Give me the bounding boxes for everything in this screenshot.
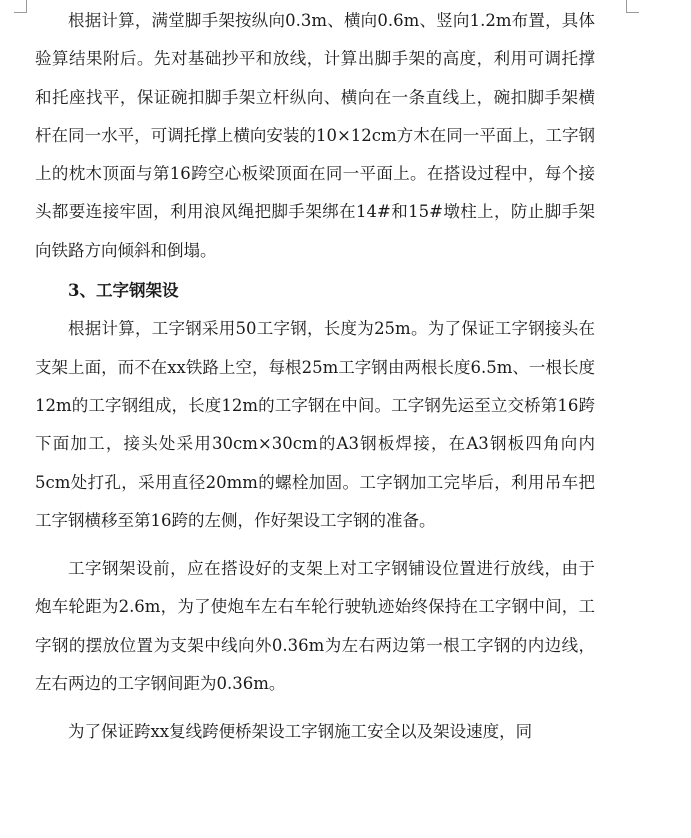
paragraph-safety: 为了保证跨xx复线跨便桥架设工字钢施工安全以及架设速度，同: [68, 722, 533, 742]
page-corner-mark-left: [14, 0, 27, 13]
document-body: [35, 0, 595, 752]
paragraph-i-beam-spec: 根据计算，工字钢采用50工字钢，长度为25m。为了保证工字钢接头在支架上面，而不在xx铁路上空，每根25m工字钢由两根长度6.5m、一根长度12m的工字钢组成，长度12m的工字钢在中间。工字钢先运至立交桥第16跨下面加工，接头处采用30cm×30cm的A3钢板焊接，在A3钢板四角向内5cm处打孔，采用直径20mm的螺栓加固。工字钢加工完毕后，利用吊车把工字钢横移至第16跨的左侧，作好架设工字钢的准备。: [35, 319, 595, 530]
paragraph-i-beam-layout: 工字钢架设前，应在搭设好的支架上对工字钢铺设位置进行放线，由于炮车轮距为2.6m，为了使炮车左右车轮行驶轨迹始终保持在工字钢中间，工字钢的摆放位置为支架中线向外0.36m为左右两边第一根工字钢的内边线，左右两边的工字钢间距为0.36m。: [35, 559, 595, 694]
section-heading: 3、工字钢架设: [68, 281, 179, 301]
paragraph-scaffold-layout: 根据计算，满堂脚手架按纵向0.3m、横向0.6m、竖向1.2m布置，具体验算结果附后。先对基础抄平和放线，计算出脚手架的高度，利用可调托撑和托座找平，保证碗扣脚手架立杆纵向、横向在一条直线上，碗扣脚手架横杆在同一水平，可调托撑上横向安装的10×12cm方木在同一平面上，工字钢上的枕木顶面与第16跨空心板梁顶面在同一平面上。在搭设过程中，每个接头都要连接牢固，利用浪风绳把脚手架绑在14#和15#墩柱上，防止脚手架向铁路方向倾斜和倒塌。: [35, 11, 595, 260]
page-corner-mark-right: [626, 0, 639, 13]
